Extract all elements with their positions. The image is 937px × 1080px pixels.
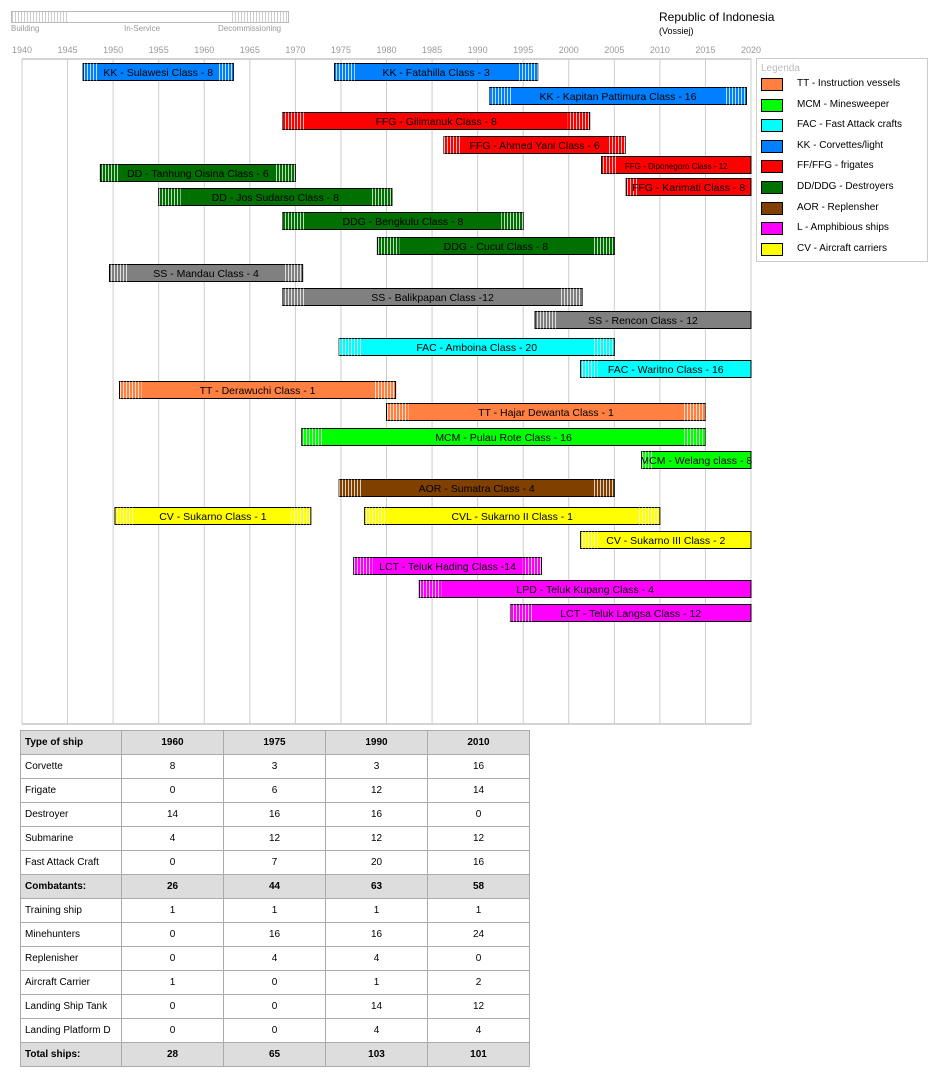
status-decom-label: Decommissioning [218,24,282,33]
x-tick-label: 1955 [148,45,169,55]
timeline-bar [626,179,751,196]
bar-label: DD - Jos Sudarso Class - 8 [211,192,339,204]
bar-label: FFG - Karimati Class - 8 [631,182,746,194]
legend-swatch [761,160,783,173]
table-cell-value: 28 [122,1043,224,1067]
timeline-bar [354,558,542,575]
x-tick-label: 1985 [422,45,443,55]
bar-label: CV - Sukarno Class - 1 [159,511,267,523]
x-tick-label: 1950 [103,45,124,55]
legend-swatch [761,181,783,194]
bar-building-hatch [109,265,128,282]
table-cell-type: Frigate [21,779,122,803]
table-cell-value: 2 [428,971,530,995]
x-tick-label: 1940 [11,45,33,55]
bar-building-hatch [120,382,142,399]
table-row [21,827,530,851]
table-cell-value: 1 [224,899,326,923]
timeline-bar [365,508,660,525]
bar-label: TT - Hajar Dewanta Class - 1 [478,407,614,419]
bar-building-hatch [335,64,355,81]
table-cell-value: 24 [428,923,530,947]
bar-building-hatch [365,508,387,525]
x-tick-label: 2010 [649,45,670,55]
bar-label: LPD - Teluk Kupang Class - 4 [516,584,654,596]
legend-swatch [761,202,783,215]
table-cell-type: Total ships: [21,1043,122,1067]
table-cell-value: 4 [326,947,428,971]
bar-decom-hatch [607,137,625,154]
table-cell-value: 1 [122,899,224,923]
bar-decom-hatch [218,64,233,81]
legend-label: FF/FFG - frigates [797,160,874,172]
table-cell-value: 101 [428,1043,530,1067]
bar-label: FFG - Ahmed Yani Class - 6 [469,140,600,152]
bar-decom-hatch [568,113,590,130]
table-cell-value: 0 [122,947,224,971]
table-cell-value: 14 [428,779,530,803]
legend-label: DD/DDG - Destroyers [797,181,894,192]
table-header-2010: 2010 [428,731,530,755]
bar-building-hatch [339,480,361,497]
table-cell-type: Landing Platform D [21,1019,122,1043]
table-cell-value: 16 [224,923,326,947]
table-cell-value: 103 [326,1043,428,1067]
timeline-bar [581,361,751,378]
legend-swatch [761,119,783,132]
bar-decom-hatch [523,558,542,575]
timeline-bar [115,508,311,525]
timeline-bar [159,189,392,206]
table-row [21,923,530,947]
x-tick-label: 2005 [604,45,625,55]
table-row [21,875,530,899]
x-tick-label: 1975 [330,45,351,55]
table-cell-type: Submarine [21,827,122,851]
table-header-1960: 1960 [122,731,224,755]
x-tick-label: 2000 [558,45,579,55]
status-inservice-label: In-Service [124,24,161,33]
timeline-bar [602,157,751,174]
bar-building-hatch [115,508,135,525]
bar-building-hatch [283,113,305,130]
bar-decom-hatch [276,165,296,182]
table-cell-type: Corvette [21,755,122,779]
bar-building-hatch [581,361,598,378]
bar-label: DD - Tanhung Oisina Class - 6 [127,168,269,180]
legend-swatch [761,78,783,91]
table-row [21,1043,530,1067]
x-tick-label: 1960 [194,45,215,55]
bar-label: MCM - Pulau Rote Class - 16 [435,432,572,444]
timeline-bar [120,382,396,399]
table-cell-value: 1 [122,971,224,995]
table-cell-type: Combatants: [21,875,122,899]
table-cell-value: 12 [428,995,530,1019]
x-tick-label: 1990 [467,45,488,55]
legend [756,58,928,262]
timeline-bar [109,265,302,282]
bar-decom-hatch [370,189,392,206]
bar-building-hatch [283,289,305,306]
timeline-bar [83,64,233,81]
timeline-bar [387,404,706,421]
timeline-bar [100,165,295,182]
table-cell-value: 26 [122,875,224,899]
table-cell-value: 0 [428,803,530,827]
bar-label: SS - Mandau Class - 4 [153,268,259,280]
timeline-bar [335,64,538,81]
table-cell-value: 0 [122,923,224,947]
bar-building-hatch [283,213,305,230]
table-cell-type: Aircraft Carrier [21,971,122,995]
table-row [21,779,530,803]
table-row [21,1019,530,1043]
table-header-1990: 1990 [326,731,428,755]
table-cell-value: 14 [326,995,428,1019]
table-cell-type: Replenisher [21,947,122,971]
timeline-bar [302,429,706,446]
timeline-bar [377,238,614,255]
chart-subtitle: (Vossiej) [659,26,694,36]
table-cell-value: 6 [224,779,326,803]
bar-building-hatch [377,238,399,255]
bar-decom-hatch [592,339,614,356]
table-row [21,755,530,779]
table-row [21,851,530,875]
table-cell-value: 12 [326,779,428,803]
bar-label: MCM - Welang class - 8 [640,455,753,467]
timeline-bar [339,480,614,497]
timeline-bar [339,339,614,356]
table-cell-type: Destroyer [21,803,122,827]
table-cell-value: 4 [224,947,326,971]
bar-label: DDG - Cucut Class - 8 [443,241,549,253]
bar-building-hatch [354,558,373,575]
bar-decom-hatch [501,213,523,230]
timeline-bar [283,289,583,306]
legend-title: Legenda [761,63,800,74]
table-cell-value: 12 [428,827,530,851]
table-header-type: Type of ship [21,731,122,755]
legend-swatch [761,140,783,153]
bar-building-hatch [444,137,462,154]
bar-label: FFG - Diponegoro Class - 12 [624,162,728,171]
legend-swatch [761,99,783,112]
bar-decom-hatch [724,88,746,105]
chart-title: Republic of Indonesia [659,10,775,24]
bar-label: LCT - Teluk Hading Class -14 [379,561,516,573]
table-cell-value: 16 [428,755,530,779]
timeline-bar [283,213,524,230]
legend-label: KK - Corvettes/light [797,139,884,151]
table-cell-value: 16 [326,923,428,947]
table-cell-value: 0 [122,1019,224,1043]
bar-label: AOR - Sumatra Class - 4 [418,483,535,495]
bar-label: FAC - Waritno Class - 16 [607,364,724,376]
bar-label: SS - Balikpapan Class -12 [371,292,494,304]
x-tick-label: 1980 [376,45,397,55]
table-row [21,803,530,827]
bar-building-hatch [83,64,98,81]
timeline-bar [640,452,752,469]
bar-building-hatch [510,605,532,622]
legend-swatch [761,243,783,256]
bar-decom-hatch [283,265,302,282]
table-row [21,947,530,971]
bar-decom-hatch [374,382,396,399]
bar-label: DDG - Bengkulu Class - 8 [342,216,464,228]
bar-label: CVL - Sukarno II Class - 1 [451,511,574,523]
table-cell-value: 12 [224,827,326,851]
table-cell-value: 1 [428,899,530,923]
bar-building-hatch [387,404,409,421]
x-tick-label: 2015 [695,45,716,55]
bar-label: FAC - Amboina Class - 20 [416,342,538,354]
legend-label: TT - Instruction vessels [797,78,901,89]
bar-label: CV - Sukarno III Class - 2 [606,535,726,547]
timeline-bar [489,88,746,105]
table-row [21,971,530,995]
table-row [21,899,530,923]
bar-building-hatch [339,339,361,356]
bar-decom-hatch [683,404,705,421]
table-header-row [21,731,530,755]
bar-label: KK - Kapitan Pattimura Class - 16 [539,91,697,103]
bar-label: TT - Derawuchi Class - 1 [199,385,316,397]
x-tick-label: 1965 [239,45,260,55]
x-tick-label: 2020 [740,45,762,55]
table-header-1975: 1975 [224,731,326,755]
table-cell-value: 0 [122,995,224,1019]
bar-decom-hatch [517,64,537,81]
table-cell-value: 0 [428,947,530,971]
legend-label: MCM - Minesweeper [797,98,890,110]
bar-decom-hatch [638,508,660,525]
bar-label: LCT - Teluk Langsa Class - 12 [560,608,702,620]
table-cell-value: 58 [428,875,530,899]
timeline-bar [283,113,590,130]
x-tick-label: 1995 [513,45,534,55]
table-cell-value: 4 [326,1019,428,1043]
table-cell-value: 63 [326,875,428,899]
bar-building-hatch [100,165,120,182]
table-cell-value: 65 [224,1043,326,1067]
table-cell-value: 44 [224,875,326,899]
table-cell-value: 1 [326,971,428,995]
table-cell-value: 3 [326,755,428,779]
bar-label: SS - Rencon Class - 12 [588,315,698,327]
table-cell-type: Fast Attack Craft [21,851,122,875]
bar-building-hatch [535,312,557,329]
table-cell-type: Minehunters [21,923,122,947]
legend-label: AOR - Replensher [797,201,879,213]
bar-decom-hatch [291,508,311,525]
table-cell-value: 12 [326,827,428,851]
table-cell-value: 8 [122,755,224,779]
bar-building-hatch [602,157,617,174]
table-cell-value: 14 [122,803,224,827]
bar-decom-hatch [592,238,614,255]
table-cell-value: 20 [326,851,428,875]
bar-building-hatch [419,581,441,598]
x-tick-label: 1945 [57,45,78,55]
table-cell-value: 3 [224,755,326,779]
bar-decom-hatch [683,429,705,446]
bar-label: KK - Sulawesi Class - 8 [103,67,214,79]
table-cell-value: 0 [122,851,224,875]
table-cell-value: 0 [224,995,326,1019]
timeline-bar [444,137,625,154]
timeline-bar [510,605,751,622]
timeline-bar [535,312,751,329]
table-cell-value: 16 [326,803,428,827]
table-row [21,995,530,1019]
bar-building-hatch [489,88,511,105]
legend-swatch [761,222,783,235]
table-cell-value: 4 [428,1019,530,1043]
bar-label: KK - Fatahilla Class - 3 [382,67,490,79]
table-cell-type: Landing Ship Tank [21,995,122,1019]
timeline-bar [581,532,751,549]
table-cell-value: 0 [122,779,224,803]
bar-decom-hatch [560,289,582,306]
legend-label: FAC - Fast Attack crafts [797,119,903,131]
table-cell-value: 4 [122,827,224,851]
bar-building-hatch [159,189,181,206]
bar-building-hatch [581,532,598,549]
table-cell-value: 0 [224,1019,326,1043]
x-tick-label: 1970 [285,45,306,55]
timeline-bar [419,581,751,598]
ship-count-table [20,730,530,1067]
table-cell-value: 16 [428,851,530,875]
table-cell-value: 16 [224,803,326,827]
bar-building-hatch [302,429,324,446]
bar-label: FFG - Gilimanuk Class - 8 [375,116,497,128]
status-building-label: Building [11,24,40,33]
table-cell-value: 7 [224,851,326,875]
table-cell-value: 1 [326,899,428,923]
bar-decom-hatch [592,480,614,497]
legend-label: CV - Aircraft carriers [797,242,888,254]
table-cell-type: Training ship [21,899,122,923]
legend-label: L - Amphibious ships [797,222,889,234]
table-cell-value: 0 [224,971,326,995]
